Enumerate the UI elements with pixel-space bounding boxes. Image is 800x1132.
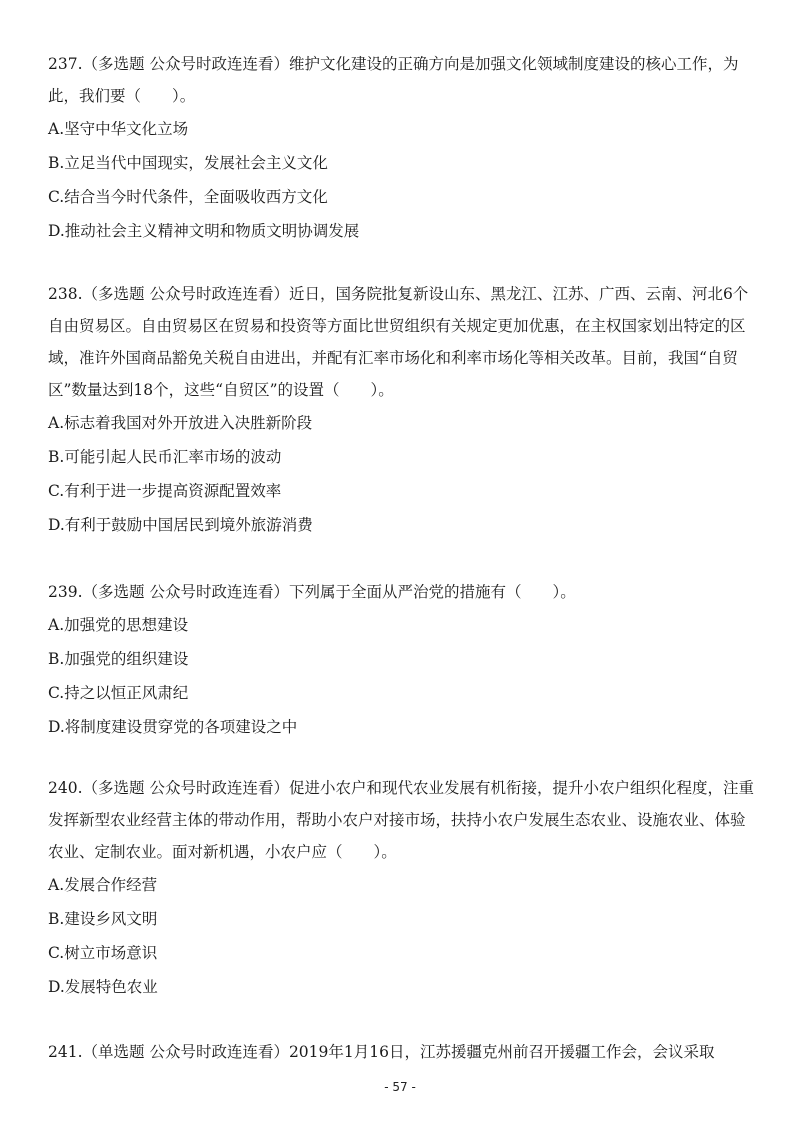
option-d: D.有利于鼓励中国居民到境外旅游消费 [48,516,313,534]
question-stem: 241.（单选题 公众号时政连连看）2019年1月16日，江苏援疆克州前召开援疆工作会，会议采取 [48,1043,715,1061]
question-241 [48,1036,760,1068]
question-237 [48,48,760,248]
option-b: B.建设乡风文明 [48,910,158,928]
option-d: D.将制度建设贯穿党的各项建设之中 [48,718,298,736]
option-a: A.标志着我国对外开放进入决胜新阶段 [48,414,313,432]
option-a: A.坚守中华文化立场 [48,120,189,138]
option-a: A.发展合作经营 [48,876,158,894]
option-b: B.加强党的组织建设 [48,650,189,668]
option-c: C.有利于进一步提高资源配置效率 [48,482,282,500]
page-number: - 57 - [384,1080,416,1094]
option-d: D.推动社会主义精神文明和物质文明协调发展 [48,222,360,240]
option-c: C.结合当今时代条件，全面吸收西方文化 [48,188,328,206]
option-b: B.可能引起人民币汇率市场的波动 [48,448,282,466]
question-stem: 240.（多选题 公众号时政连连看）促进小农户和现代农业发展有机衔接，提升小农户组织化程度，注重发挥新型农业经营主体的带动作用，帮助小农户对接市场，扶持小农户发展生态农业、设施农业、体验农业、定制农业。面对新机遇，小农户应（ ）。 [48,779,754,861]
question-stem: 239.（多选题 公众号时政连连看）下列属于全面从严治党的措施有（ ）。 [48,583,576,601]
option-c: C.树立市场意识 [48,944,158,962]
question-stem: 238.（多选题 公众号时政连连看）近日，国务院批复新设山东、黑龙江、江苏、广西、云南、河北6个自由贸易区。自由贸易区在贸易和投资等方面比世贸组织有关规定更加优惠，在主权国家划出特定的区域，准许外国商品豁免关税自由进出，并配有汇率市场化和利率市场化等相关改革。目前，我国“自贸区”数量达到18个，这些“自贸区”的设置（ ）。 [48,285,749,399]
question-240 [48,772,760,1004]
option-a: A.加强党的思想建设 [48,616,189,634]
question-stem: 237.（多选题 公众号时政连连看）维护文化建设的正确方向是加强文化领域制度建设的核心工作，为此，我们要（ ）。 [48,55,739,105]
question-239 [48,576,760,744]
question-238 [48,278,760,542]
option-c: C.持之以恒正风肃纪 [48,684,189,702]
option-b: B.立足当代中国现实，发展社会主义文化 [48,154,328,172]
option-d: D.发展特色农业 [48,978,158,996]
